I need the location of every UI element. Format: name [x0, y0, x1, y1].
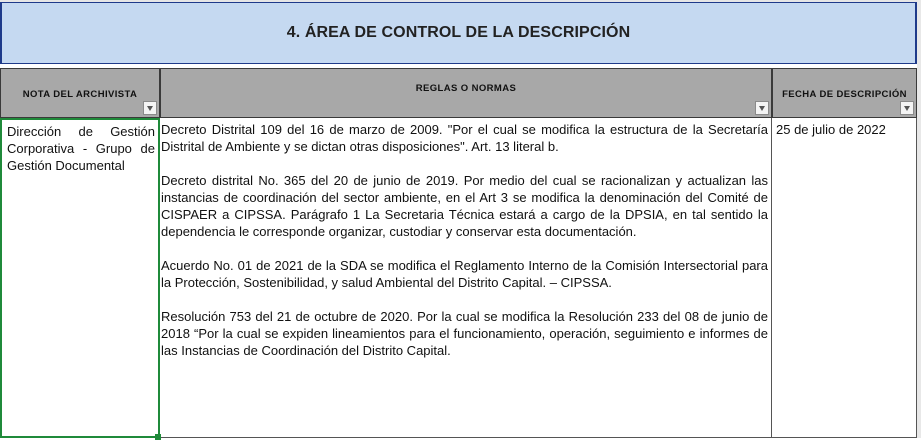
data-row — [0, 118, 917, 438]
cell-nota-del-archivista[interactable] — [0, 118, 160, 438]
header-row — [0, 68, 917, 118]
header-fecha-label: FECHA DE DESCRIPCIÓN — [782, 89, 907, 100]
cell-fecha-text: 25 de julio de 2022 — [776, 122, 886, 137]
section-title[interactable] — [0, 2, 917, 64]
regla-paragraph: Acuerdo No. 01 de 2021 de la SDA se modifica el Reglamento Interno de la Comisión Intersectorial para la Protección, Sostenibilidad, y salud Ambiental del Distrito Capital. – CIPSSA. — [161, 258, 768, 290]
header-reglas-label: REGLAS O NORMAS — [415, 83, 517, 94]
filter-dropdown-icon[interactable] — [900, 101, 914, 115]
section-title-text: 4. ÁREA DE CONTROL DE LA DESCRIPCIÓN — [286, 24, 631, 41]
regla-paragraph: Decreto distrital No. 365 del 20 de junio de 2019. Por medio del cual se racionalizan y actualizan las instancias de coordinación del sector ambiente, en el Art 3 se modifica la denominación del Comité de CISPAER a CIPSSA. Parágrafo 1 La Secretaria Técnica estará a cargo de la DPSIA, en tal sentido la dependencia le corresponde organizar, custodiar y conservar esta documentación. — [161, 173, 768, 239]
right-edge — [917, 0, 921, 438]
selection-fill-handle[interactable] — [155, 434, 161, 440]
header-fecha-de-descripcion[interactable] — [772, 68, 917, 118]
filter-dropdown-icon[interactable] — [755, 101, 769, 115]
header-reglas-o-normas[interactable] — [160, 68, 772, 118]
cell-fecha-de-descripcion[interactable] — [772, 118, 917, 438]
cell-reglas-o-normas[interactable] — [160, 118, 772, 438]
header-nota-del-archivista[interactable] — [0, 68, 160, 118]
cell-nota-text: Dirección de Gestión Corporativa - Grupo de Gestión Documental — [7, 124, 155, 173]
filter-dropdown-icon[interactable] — [143, 101, 157, 115]
regla-paragraph: Resolución 753 del 21 de octubre de 2020. Por la cual se modifica la Resolución 233 del 08 de junio de 2018 “Por la cual se expiden lineamientos para el funcionamiento, operación, seguimiento e informes de las Instancias de Coordinación del Distrito Capital. — [161, 309, 768, 358]
regla-paragraph: Decreto Distrital 109 del 16 de marzo de 2009. "Por el cual se modifica la estructura de la Secretaría Distrital de Ambiente y se dictan otras disposiciones". Art. 13 literal b. — [161, 122, 768, 154]
header-nota-label: NOTA DEL ARCHIVISTA — [22, 89, 138, 100]
